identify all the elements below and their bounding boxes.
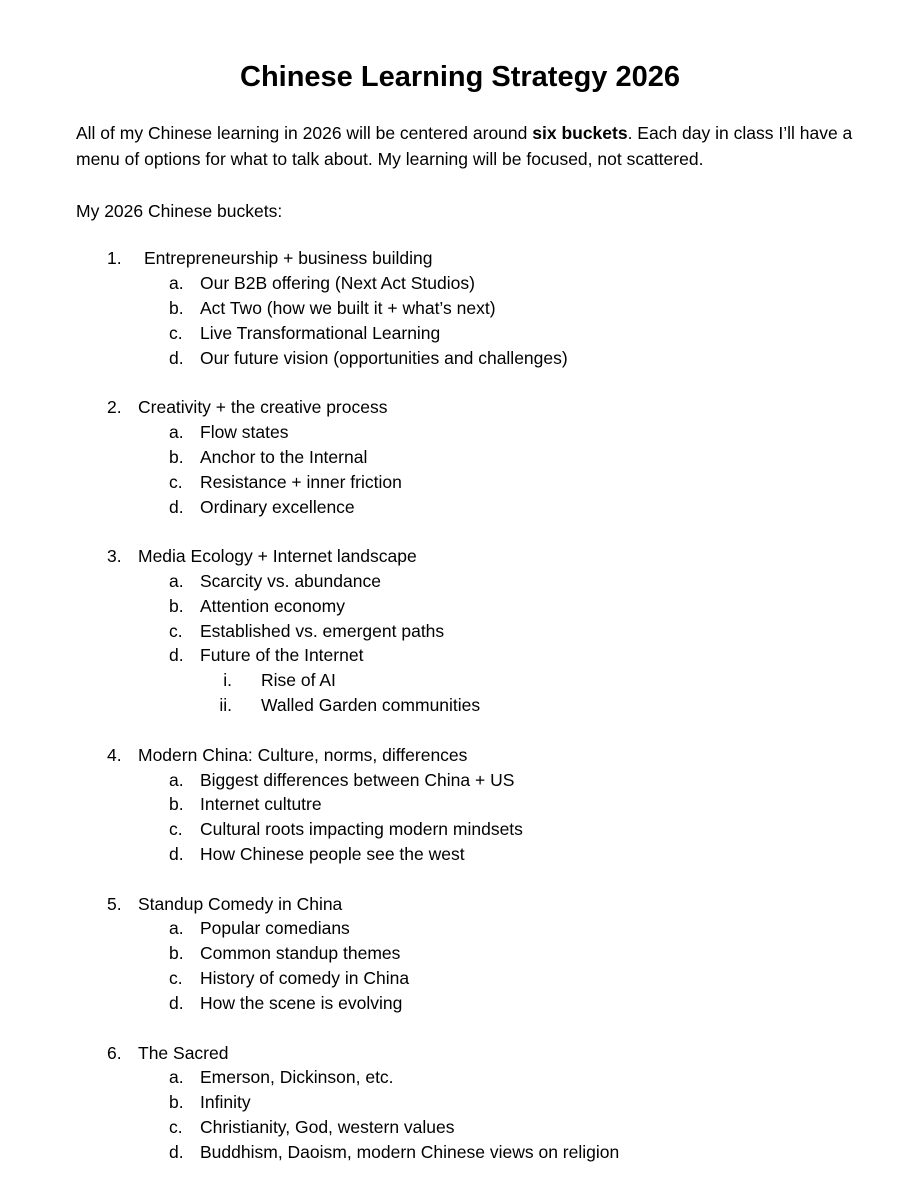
sub-item-label: Biggest differences between China + US bbox=[200, 769, 515, 790]
list-letter: b. bbox=[169, 595, 184, 616]
bucket-1 bbox=[0, 246, 920, 370]
list-letter: a. bbox=[169, 570, 184, 591]
sub-item-label: Attention economy bbox=[200, 595, 345, 616]
sub-item-label: Flow states bbox=[200, 421, 289, 442]
list-item bbox=[0, 495, 920, 520]
list-item bbox=[0, 792, 920, 817]
list-number: 5. bbox=[107, 893, 122, 914]
list-item bbox=[0, 544, 920, 569]
sub-item-label: Common standup themes bbox=[200, 943, 401, 964]
list-item bbox=[0, 916, 920, 941]
list-letter: c. bbox=[169, 819, 183, 840]
sub-item-label: How Chinese people see the west bbox=[200, 844, 465, 865]
list-letter: a. bbox=[169, 272, 184, 293]
list-number: 2. bbox=[107, 396, 122, 417]
list-letter: a. bbox=[169, 918, 184, 939]
sub-sub-item-label: Rise of AI bbox=[261, 670, 336, 691]
list-item bbox=[0, 768, 920, 793]
list-letter: c. bbox=[169, 471, 183, 492]
list-letter: a. bbox=[169, 769, 184, 790]
list-number: 4. bbox=[107, 744, 122, 765]
sub-item-label: Resistance + inner friction bbox=[200, 471, 402, 492]
list-roman-numeral: ii. bbox=[219, 695, 232, 716]
bucket-title: Media Ecology + Internet landscape bbox=[138, 545, 417, 566]
sub-item-label: Buddhism, Daoism, modern Chinese views on religion bbox=[200, 1142, 620, 1163]
list-letter: b. bbox=[169, 1092, 184, 1113]
sub-item-label: Ordinary excellence bbox=[200, 496, 355, 517]
sub-item-label: Anchor to the Internal bbox=[200, 446, 368, 467]
document-title: Chinese Learning Strategy 2026 bbox=[240, 61, 680, 93]
list-letter: d. bbox=[169, 645, 184, 666]
list-letter: b. bbox=[169, 297, 184, 318]
bucket-title: The Sacred bbox=[138, 1042, 229, 1063]
intro-text-start: All of my Chinese learning in 2026 will be centered around bbox=[76, 123, 533, 143]
list-letter: d. bbox=[169, 1142, 184, 1163]
buckets-list bbox=[0, 246, 920, 1190]
sub-item-label: Christianity, God, western values bbox=[200, 1117, 455, 1138]
bucket-5 bbox=[0, 892, 920, 1016]
sub-item-label: Internet cultutre bbox=[200, 794, 322, 815]
list-item bbox=[0, 842, 920, 867]
list-letter: a. bbox=[169, 1067, 184, 1088]
list-letter: c. bbox=[169, 620, 183, 641]
list-item bbox=[0, 271, 920, 296]
list-item bbox=[0, 1115, 920, 1140]
intro-bold-phrase: six buckets bbox=[532, 123, 628, 143]
sub-item-label: Act Two (how we built it + what’s next) bbox=[200, 297, 496, 318]
bucket-title: Modern China: Culture, norms, differences bbox=[138, 744, 468, 765]
intro-text-end: . Each day in class I’ll have a menu of options for what to talk about. My learning will be focused, not scattered. bbox=[76, 123, 853, 169]
sub-item-label: Live Transformational Learning bbox=[200, 322, 441, 343]
list-letter: d. bbox=[169, 347, 184, 368]
sub-item-label: How the scene is evolving bbox=[200, 993, 403, 1014]
list-item bbox=[0, 1090, 920, 1115]
bucket-2 bbox=[0, 395, 920, 519]
list-letter: d. bbox=[169, 496, 184, 517]
list-item bbox=[0, 346, 920, 371]
list-letter: d. bbox=[169, 993, 184, 1014]
list-letter: c. bbox=[169, 1117, 183, 1138]
bucket-title: Standup Comedy in China bbox=[138, 893, 343, 914]
bucket-title: Entrepreneurship + business building bbox=[144, 248, 433, 268]
list-letter: b. bbox=[169, 943, 184, 964]
sub-item-label: Established vs. emergent paths bbox=[200, 620, 445, 641]
list-item bbox=[0, 693, 920, 718]
sub-item-label: Emerson, Dickinson, etc. bbox=[200, 1067, 394, 1088]
buckets-heading: My 2026 Chinese buckets: bbox=[76, 201, 283, 221]
list-item bbox=[0, 643, 920, 668]
list-item bbox=[0, 296, 920, 321]
sub-item-label: History of comedy in China bbox=[200, 968, 410, 989]
list-roman-numeral: i. bbox=[223, 670, 232, 691]
sub-item-label: Cultural roots impacting modern mindsets bbox=[200, 819, 523, 840]
sub-item-label: Scarcity vs. abundance bbox=[200, 570, 381, 591]
list-letter: b. bbox=[169, 794, 184, 815]
list-item bbox=[0, 966, 920, 991]
list-item bbox=[0, 470, 920, 495]
bucket-4 bbox=[0, 743, 920, 867]
intro-paragraph bbox=[76, 120, 876, 172]
list-item bbox=[0, 395, 920, 420]
list-item bbox=[0, 1041, 920, 1066]
sub-item-label: Our future vision (opportunities and challenges) bbox=[200, 347, 568, 368]
sub-item-label: Future of the Internet bbox=[200, 645, 364, 666]
bucket-title: Creativity + the creative process bbox=[138, 396, 388, 417]
list-item bbox=[0, 941, 920, 966]
list-item bbox=[0, 246, 920, 271]
list-item bbox=[0, 668, 920, 693]
list-letter: d. bbox=[169, 844, 184, 865]
bucket-6 bbox=[0, 1041, 920, 1165]
list-item bbox=[0, 1065, 920, 1090]
list-letter: c. bbox=[169, 322, 183, 343]
list-number: 3. bbox=[107, 545, 122, 566]
list-item bbox=[0, 892, 920, 917]
bucket-3 bbox=[0, 544, 920, 718]
sub-item-label: Infinity bbox=[200, 1092, 251, 1113]
list-number: 1. bbox=[107, 248, 122, 268]
list-item bbox=[0, 569, 920, 594]
list-number: 6. bbox=[107, 1042, 122, 1063]
list-letter: a. bbox=[169, 421, 184, 442]
sub-sub-item-label: Walled Garden communities bbox=[261, 695, 481, 716]
list-item bbox=[0, 420, 920, 445]
sub-item-label: Our B2B offering (Next Act Studios) bbox=[200, 272, 475, 293]
sub-item-label: Popular comedians bbox=[200, 918, 350, 939]
list-letter: b. bbox=[169, 446, 184, 467]
list-item bbox=[0, 619, 920, 644]
list-item bbox=[0, 445, 920, 470]
list-letter: c. bbox=[169, 968, 183, 989]
list-item bbox=[0, 321, 920, 346]
list-item bbox=[0, 1140, 920, 1165]
list-item bbox=[0, 817, 920, 842]
list-item bbox=[0, 743, 920, 768]
list-item bbox=[0, 594, 920, 619]
list-item bbox=[0, 991, 920, 1016]
